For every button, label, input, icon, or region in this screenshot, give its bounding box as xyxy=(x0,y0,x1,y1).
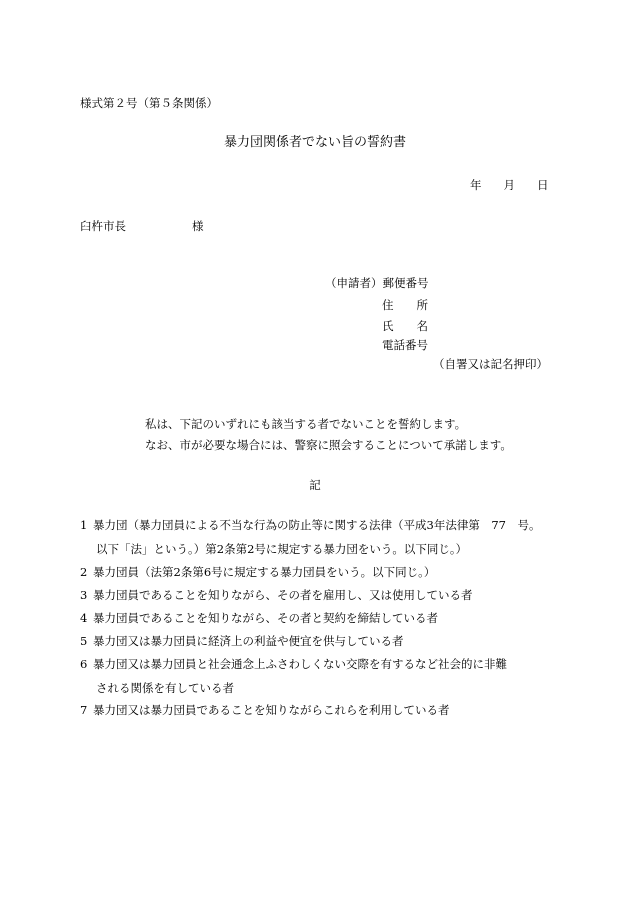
ki-heading: 記 xyxy=(309,478,321,492)
item-text: 暴力団又は暴力団員と社会通念上ふさわしくない交際を有するなど社会的に非難 xyxy=(93,657,507,671)
date-line xyxy=(470,177,549,193)
applicant-address-label: 住 所 xyxy=(382,298,428,312)
list-item xyxy=(80,610,438,626)
list-item xyxy=(80,517,540,557)
applicant-postal-label: （申請者）郵便番号 xyxy=(325,276,429,290)
addressee-name: 臼杵市長 xyxy=(80,219,126,233)
item-text: 暴力団又は暴力団員に経済上の利益や便宜を供与している者 xyxy=(93,634,404,648)
signature-note: （自署又は記名押印） xyxy=(433,357,548,371)
applicant-phone-label: 電話番号 xyxy=(382,338,428,352)
item-number: 4 xyxy=(80,611,88,625)
item-number: 3 xyxy=(80,588,88,602)
pledge-line-2: なお、市が必要な場合には、警察に照会することについて承諾します。 xyxy=(145,438,512,452)
item-text: 暴力団（暴力団員による不当な行為の防止等に関する法律（平成3年法律第 77 号。 xyxy=(93,518,541,532)
date-day-label: 日 xyxy=(537,178,549,192)
list-item xyxy=(80,702,450,718)
item-text-continued: される関係を有している者 xyxy=(96,681,234,695)
item-number: 2 xyxy=(80,565,88,579)
list-item xyxy=(80,633,404,649)
applicant-name-label: 氏 名 xyxy=(382,319,428,333)
item-text: 暴力団員（法第2条第6号に規定する暴力団員をいう。以下同じ。） xyxy=(93,565,436,579)
addressee xyxy=(80,218,204,234)
date-month-label: 月 xyxy=(503,178,515,192)
document-title: 暴力団関係者でない旨の誓約書 xyxy=(223,135,406,150)
addressee-honorific: 様 xyxy=(192,219,204,233)
item-number: 7 xyxy=(80,703,88,717)
list-item xyxy=(80,656,507,696)
item-number: 1 xyxy=(80,518,88,532)
item-text: 暴力団員であることを知りながら、その者と契約を締結している者 xyxy=(93,611,438,625)
date-year-label: 年 xyxy=(470,178,482,192)
item-number: 5 xyxy=(80,634,88,648)
item-text-continued: 以下「法」という。）第2条第2号に規定する暴力団をいう。以下同じ。） xyxy=(96,542,468,556)
item-text: 暴力団又は暴力団員であることを知りながらこれらを利用している者 xyxy=(93,703,450,717)
list-item xyxy=(80,587,473,603)
form-number: 様式第２号（第５条関係） xyxy=(80,96,218,110)
list-item xyxy=(80,564,435,580)
item-text: 暴力団員であることを知りながら、その者を雇用し、又は使用している者 xyxy=(93,588,473,602)
pledge-line-1: 私は、下記のいずれにも該当する者でないことを誓約します。 xyxy=(145,417,467,431)
item-number: 6 xyxy=(80,657,88,671)
